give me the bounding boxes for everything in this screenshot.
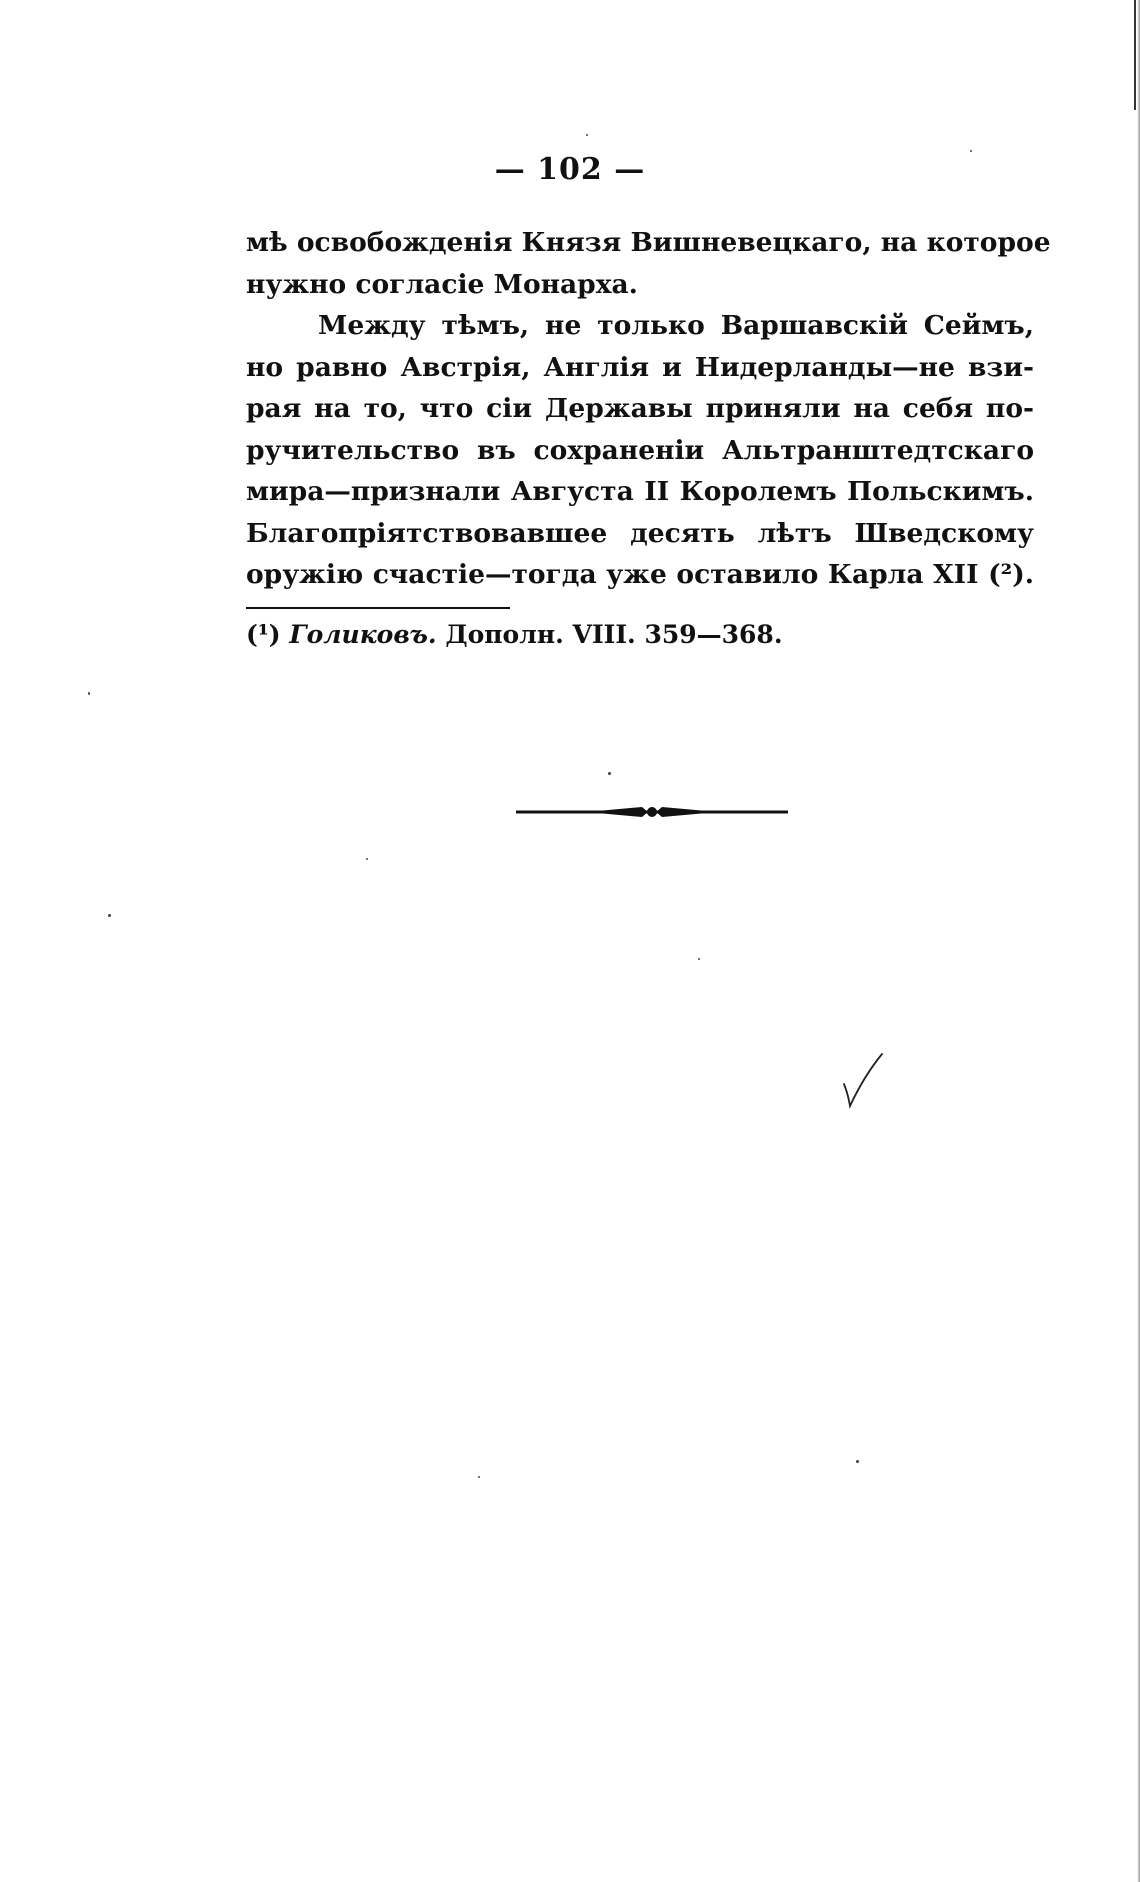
footnote-marker: (¹) bbox=[246, 620, 281, 649]
text-line-8: Благопріятствовавшее десять лѣтъ Шведскому bbox=[246, 517, 1034, 549]
tailpiece-ornament-icon bbox=[516, 800, 788, 824]
paper-speck bbox=[88, 692, 90, 695]
pencil-checkmark-icon bbox=[840, 1050, 888, 1110]
footnote-author: Голиковъ. bbox=[289, 620, 437, 649]
paper-speck bbox=[608, 772, 611, 775]
text-line-9-main: оружію счастіе—тогда уже оставило Карла XII bbox=[246, 559, 979, 590]
paper-speck bbox=[970, 150, 972, 152]
footnote-rule bbox=[246, 607, 510, 609]
footnote bbox=[246, 618, 783, 652]
text-line-3: Между тѣмъ, не только Варшавскій Сеймъ, bbox=[318, 310, 1034, 341]
paper-speck bbox=[366, 858, 368, 860]
text-line-7: мира—признали Августа II Королемъ Польскимъ. bbox=[246, 476, 1034, 507]
paper-speck bbox=[478, 1476, 480, 1478]
body-text bbox=[246, 222, 1051, 596]
text-line-2: нужно согласіе Монарха. bbox=[246, 268, 638, 300]
footnote-reference: Дополн. VIII. 359—368. bbox=[445, 620, 783, 649]
paper-speck bbox=[586, 134, 588, 136]
text-line-9 bbox=[246, 554, 1034, 596]
text-line-1: мѣ освобожденія Князя Вишневецкаго, на которое bbox=[246, 227, 1051, 258]
paper-speck bbox=[698, 958, 700, 960]
page-edge-mark bbox=[1134, 0, 1136, 110]
text-line-5: рая на то, что сіи Державы приняли на себя по- bbox=[246, 393, 1034, 424]
text-line-6: ручительство въ сохраненіи Альтранштедтскаго bbox=[246, 434, 1034, 466]
footnote-reference-2: (²). bbox=[988, 559, 1034, 590]
paper-speck bbox=[108, 914, 111, 917]
page-number: — 102 — bbox=[494, 152, 646, 187]
paper-speck bbox=[856, 1460, 859, 1463]
text-line-4: но равно Австрія, Англія и Нидерланды—не взи- bbox=[246, 351, 1034, 383]
